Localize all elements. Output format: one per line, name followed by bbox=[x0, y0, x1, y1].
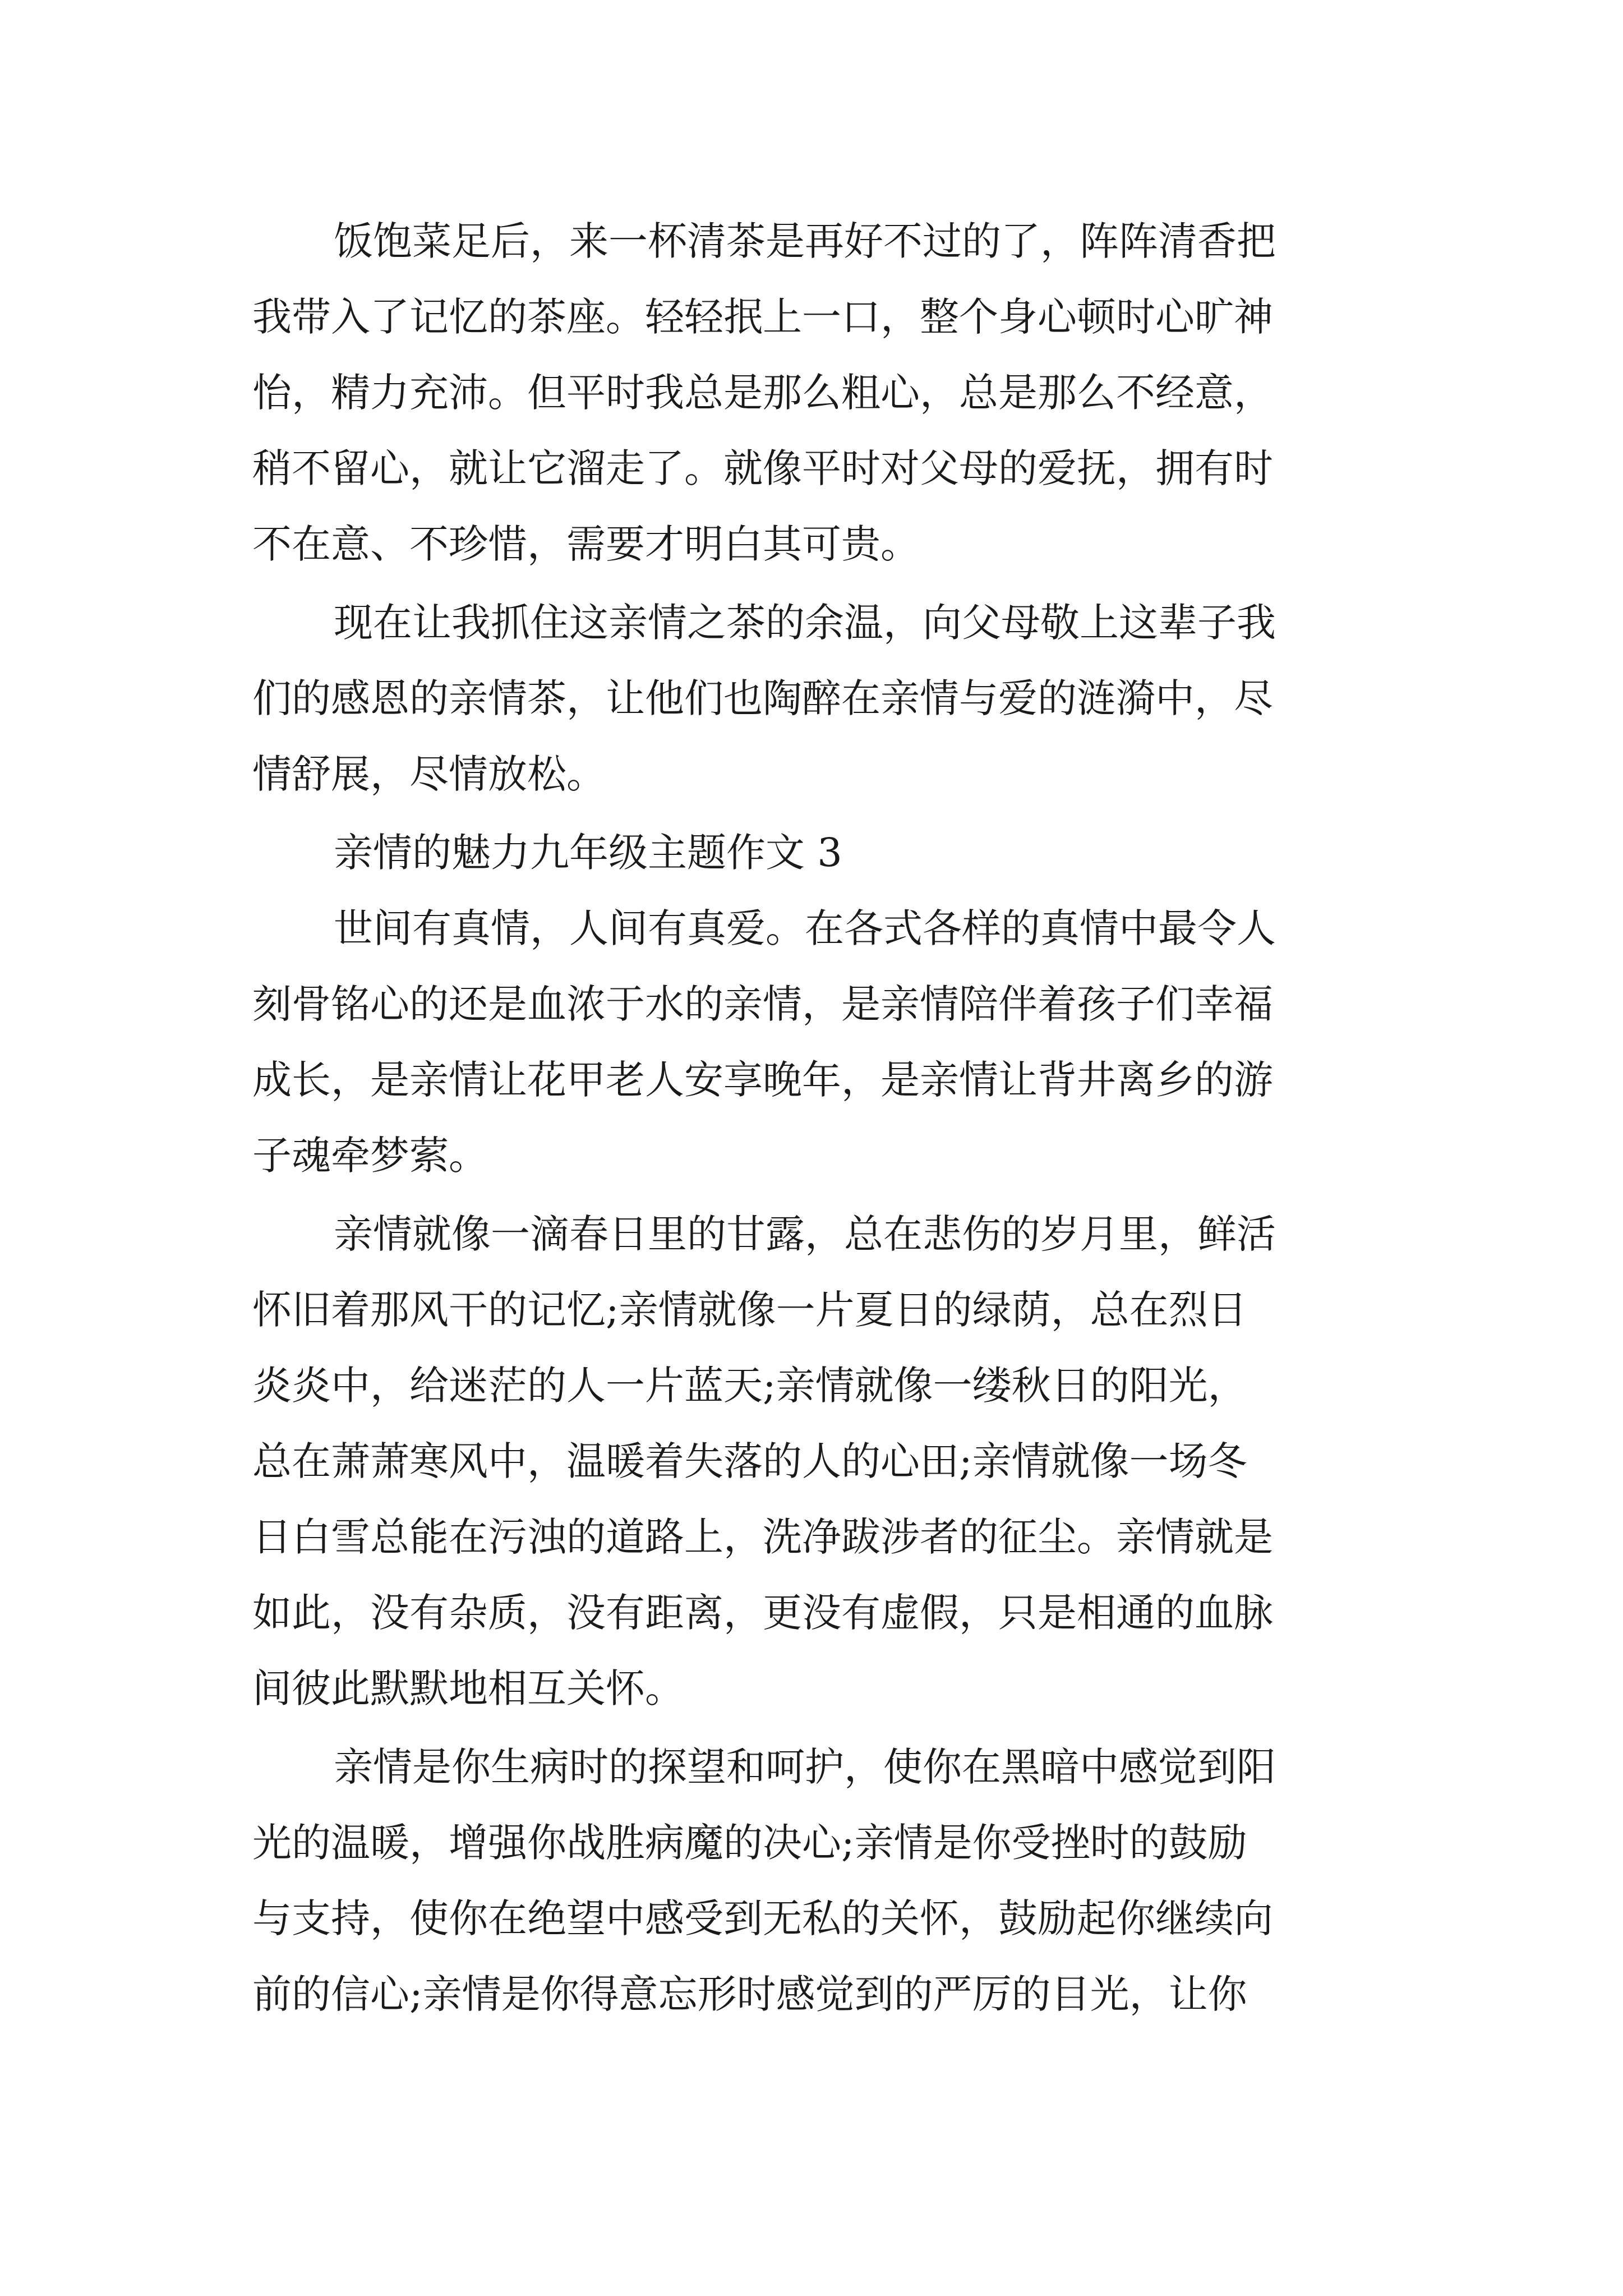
paragraph-line: 现在让我抓住这亲情之茶的余温，向父母敬上这辈子我 bbox=[334, 600, 1276, 646]
paragraph-line: 间彼此默默地相互关怀。 bbox=[252, 1665, 684, 1711]
paragraph-line: 与支持，使你在绝望中感受到无私的关怀，鼓励起你继续向 bbox=[252, 1895, 1273, 1941]
paragraph-line: 们的感恩的亲情茶，让他们也陶醉在亲情与爱的涟漪中，尽 bbox=[252, 675, 1273, 721]
paragraph-line: 日白雪总能在污浊的道路上，洗净跋涉者的征尘。亲情就是 bbox=[252, 1514, 1273, 1560]
paragraph-line: 怀旧着那风干的记忆;亲情就像一片夏日的绿荫，总在烈日 bbox=[252, 1287, 1247, 1333]
paragraph-line: 总在萧萧寒风中，温暖着失落的人的心田;亲情就像一场冬 bbox=[252, 1438, 1247, 1484]
paragraph-line: 饭饱菜足后，来一杯清茶是再好不过的了，阵阵清香把 bbox=[334, 218, 1276, 264]
paragraph-line: 稍不留心，就让它溜走了。就像平时对父母的爱抚，拥有时 bbox=[252, 445, 1273, 491]
paragraph-line: 亲情就像一滴春日里的甘露，总在悲伤的岁月里，鲜活 bbox=[334, 1211, 1276, 1257]
paragraph-line: 不在意、不珍惜，需要才明白其可贵。 bbox=[252, 521, 920, 567]
paragraph-line: 成长，是亲情让花甲老人安享晚年，是亲情让背井离乡的游 bbox=[252, 1057, 1273, 1103]
paragraph-line: 情舒展，尽情放松。 bbox=[252, 751, 606, 797]
paragraph-line: 怡，精力充沛。但平时我总是那么粗心，总是那么不经意， bbox=[252, 370, 1273, 416]
paragraph-line: 我带入了记忆的茶座。轻轻抿上一口，整个身心顿时心旷神 bbox=[252, 294, 1273, 340]
section-heading: 亲情的魅力九年级主题作文 3 bbox=[334, 830, 842, 876]
paragraph-line: 子魂牵梦萦。 bbox=[252, 1133, 488, 1179]
paragraph-line: 炎炎中，给迷茫的人一片蓝天;亲情就像一缕秋日的阳光， bbox=[252, 1363, 1247, 1409]
paragraph-line: 刻骨铭心的还是血浓于水的亲情，是亲情陪伴着孩子们幸福 bbox=[252, 981, 1273, 1027]
paragraph-line: 如此，没有杂质，没有距离，更没有虚假，只是相通的血脉 bbox=[252, 1590, 1273, 1636]
paragraph-line: 前的信心;亲情是你得意忘形时感觉到的严厉的目光，让你 bbox=[252, 1971, 1247, 2017]
paragraph-line: 世间有真情，人间有真爱。在各式各样的真情中最令人 bbox=[334, 905, 1276, 951]
paragraph-line: 光的温暖，增强你战胜病魔的决心;亲情是你受挫时的鼓励 bbox=[252, 1820, 1247, 1866]
paragraph-line: 亲情是你生病时的探望和呵护，使你在黑暗中感觉到阳 bbox=[334, 1744, 1276, 1790]
